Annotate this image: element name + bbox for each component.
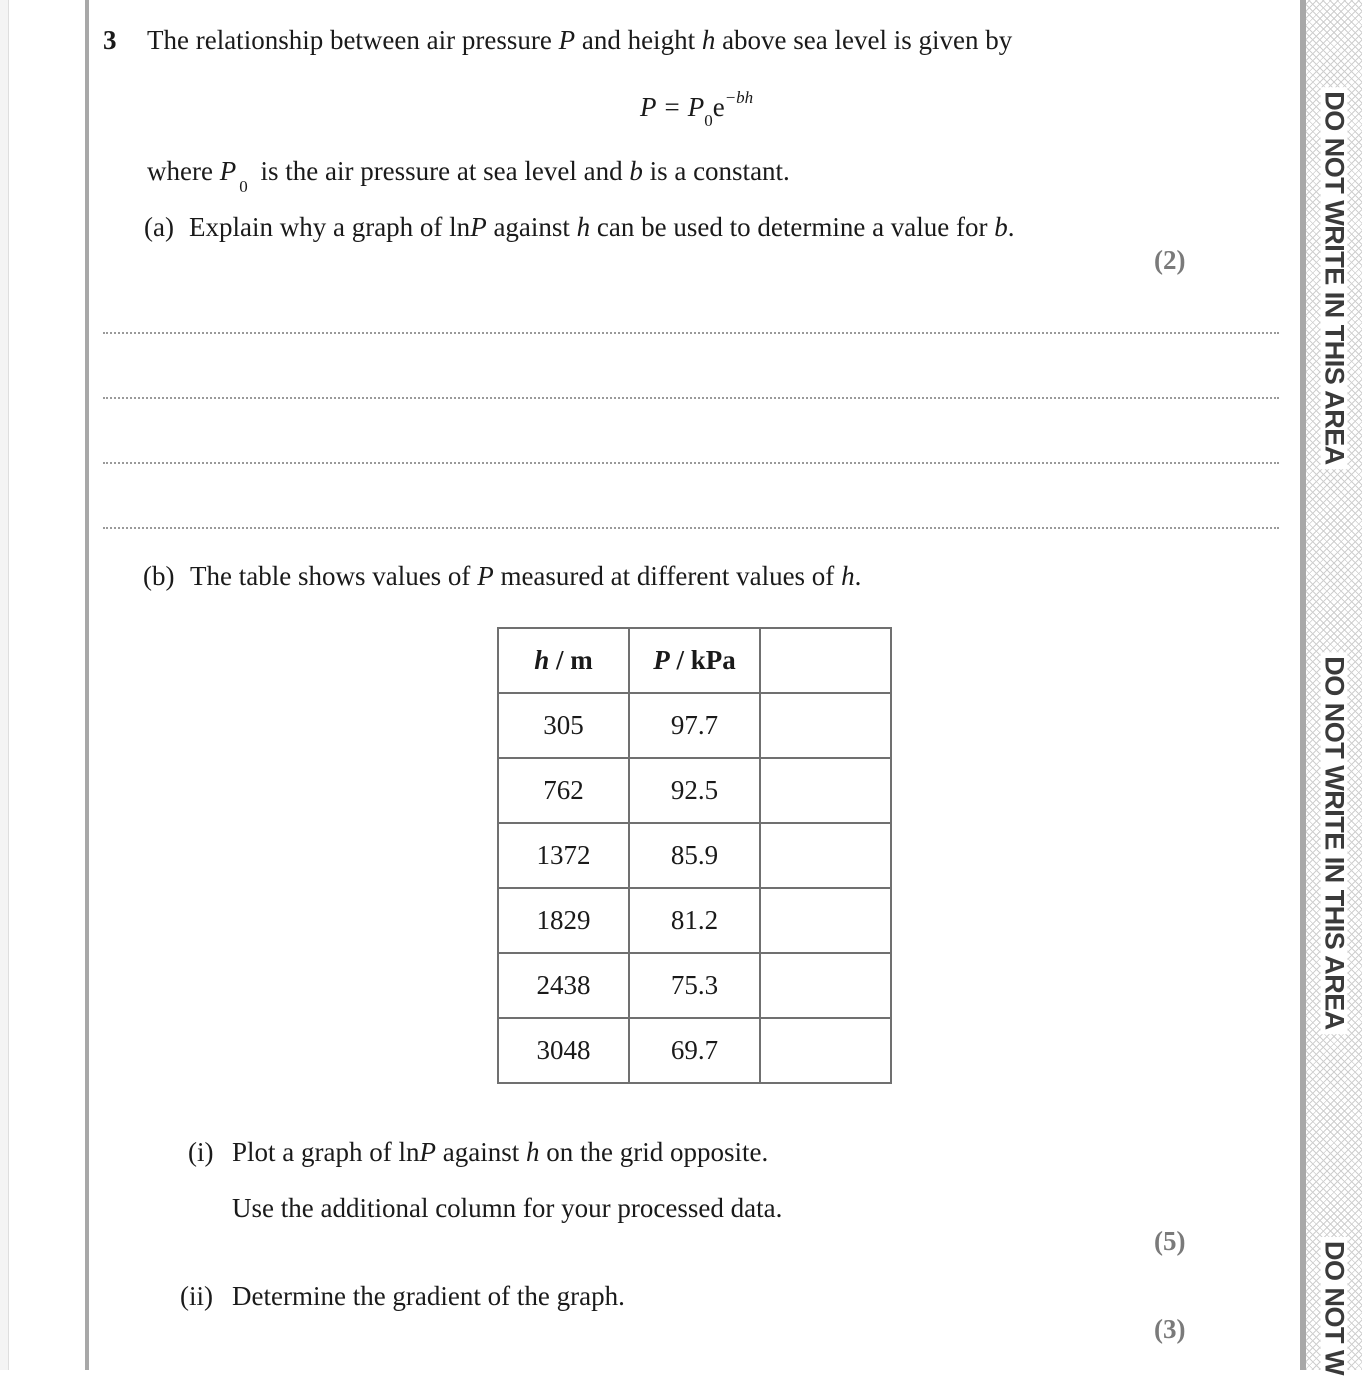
data-table: [497, 627, 892, 1084]
cell-h: 305: [498, 693, 629, 758]
cell-p: 97.7: [629, 693, 760, 758]
cell-h: 2438: [498, 953, 629, 1018]
part-b-text: The table shows values of P measured at different values of h.: [190, 561, 862, 591]
cell-h: 762: [498, 758, 629, 823]
answer-line[interactable]: [103, 462, 1279, 464]
cell-processed[interactable]: [760, 1018, 891, 1083]
header-h: h / m: [498, 628, 629, 693]
sub-i-marks: (5): [1154, 1226, 1186, 1256]
equation-lhs: P = P: [640, 92, 705, 122]
sub-ii-text: Determine the gradient of the graph.: [232, 1281, 625, 1311]
table-row: [498, 758, 891, 823]
equation-subscript: 0: [704, 111, 713, 131]
cell-h: 1829: [498, 888, 629, 953]
cell-p: 92.5: [629, 758, 760, 823]
part-b-label: (b): [143, 561, 175, 591]
table-row: [498, 1018, 891, 1083]
sub-i-label: (i): [188, 1137, 214, 1167]
intro-text: The relationship between air pressure P and height h above sea level is given by: [147, 25, 1013, 55]
part-a-label: (a): [144, 212, 174, 242]
do-not-write-margin: [1306, 0, 1362, 1375]
equation: [640, 88, 754, 131]
left-margin-rule: [85, 0, 89, 1370]
cell-p: 69.7: [629, 1018, 760, 1083]
question-intro: [147, 27, 1012, 54]
cell-p: 75.3: [629, 953, 760, 1018]
cell-processed[interactable]: [760, 823, 891, 888]
table-header-row: [498, 628, 891, 693]
sub-ii-label: (ii): [180, 1281, 213, 1311]
table-row: [498, 953, 891, 1018]
answer-line[interactable]: [103, 527, 1279, 529]
cell-processed[interactable]: [760, 693, 891, 758]
equation-exponent: −bh: [724, 88, 754, 107]
cell-p: 81.2: [629, 888, 760, 953]
cell-p: 85.9: [629, 823, 760, 888]
margin-warning-2: DO NOT WRITE IN THIS AREA: [1321, 652, 1348, 1034]
answer-line[interactable]: [103, 332, 1279, 334]
margin-warning-1: DO NOT WRITE IN THIS AREA: [1321, 87, 1348, 469]
part-a-marks: (2): [1154, 245, 1186, 275]
question-number: 3: [103, 25, 117, 55]
sub-i-text2: Use the additional column for your processed data.: [232, 1193, 783, 1223]
header-p: P / kPa: [629, 628, 760, 693]
cell-processed[interactable]: [760, 888, 891, 953]
table-row: [498, 823, 891, 888]
cell-h: 1372: [498, 823, 629, 888]
page-left-edge: [0, 0, 9, 1370]
header-processed[interactable]: [760, 628, 891, 693]
cell-h: 3048: [498, 1018, 629, 1083]
sub-ii-marks: (3): [1154, 1314, 1186, 1344]
sub-i-text: Plot a graph of lnP against h on the grid opposite.: [232, 1137, 769, 1167]
answer-line[interactable]: [103, 397, 1279, 399]
margin-warning-3: DO NOT W: [1321, 1237, 1348, 1379]
where-line: where $P_0$ is the air pressure at sea level and b is a constant.: [147, 156, 790, 197]
table-row: [498, 693, 891, 758]
cell-processed[interactable]: [760, 758, 891, 823]
table-row: [498, 888, 891, 953]
part-a-text: Explain why a graph of lnP against h can be used to determine a value for b.: [189, 212, 1015, 242]
equation-base: e: [712, 92, 725, 122]
cell-processed[interactable]: [760, 953, 891, 1018]
